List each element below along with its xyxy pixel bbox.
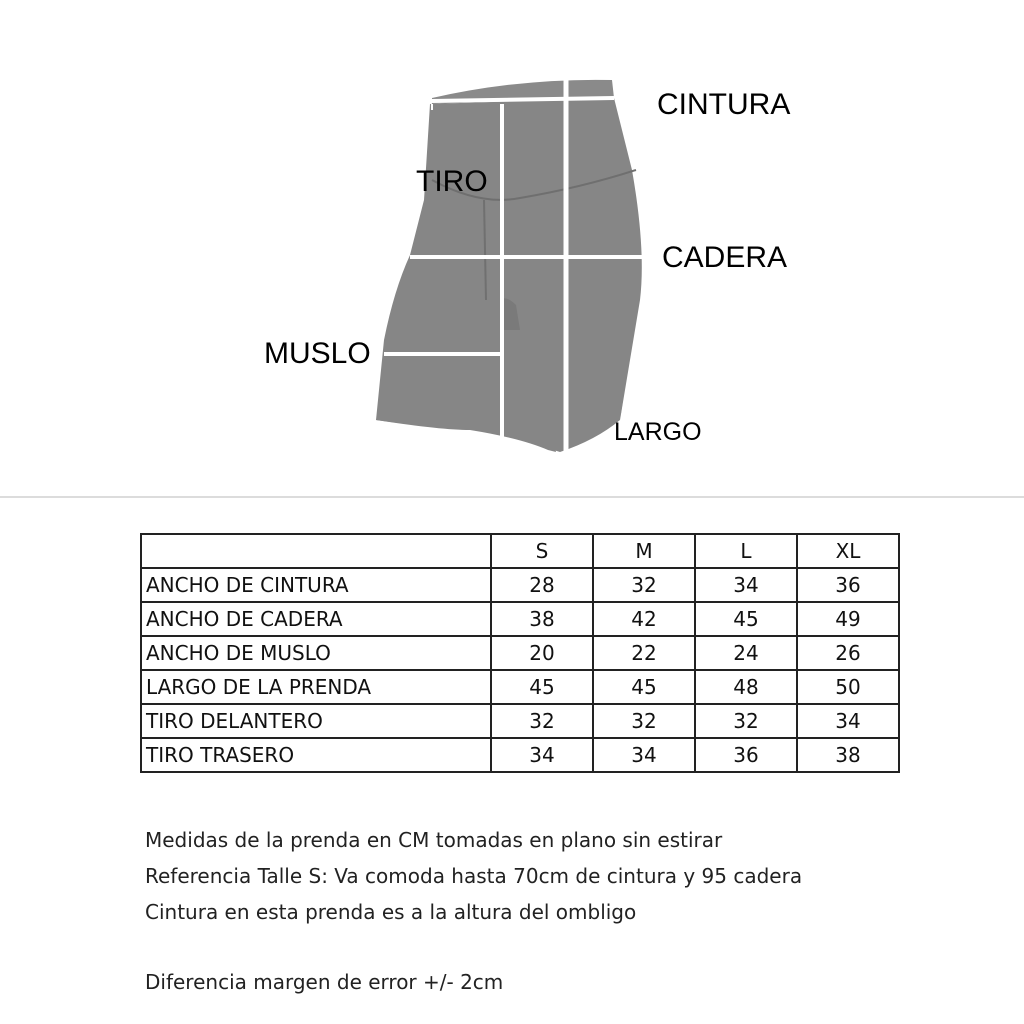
header-size-l: L: [695, 534, 797, 568]
cell-value: 38: [491, 602, 593, 636]
cell-value: 38: [797, 738, 899, 772]
row-label: TIRO DELANTERO: [141, 704, 491, 738]
header-size-m: M: [593, 534, 695, 568]
table-row: [141, 636, 899, 670]
cell-value: 34: [695, 568, 797, 602]
row-label: LARGO DE LA PRENDA: [141, 670, 491, 704]
header-size-s: S: [491, 534, 593, 568]
row-label: TIRO TRASERO: [141, 738, 491, 772]
table-row: [141, 738, 899, 772]
table-row: [141, 602, 899, 636]
garment-diagram: [0, 0, 1024, 470]
header-cell-empty: [141, 534, 491, 568]
table-row: [141, 670, 899, 704]
cell-value: 32: [491, 704, 593, 738]
note-line: Cintura en esta prenda es a la altura del ombligo: [145, 900, 637, 924]
row-label: ANCHO DE CADERA: [141, 602, 491, 636]
size-table: [140, 533, 900, 773]
note-spacer: [145, 930, 802, 964]
label-largo: LARGO: [614, 418, 702, 446]
cell-value: 36: [797, 568, 899, 602]
cell-value: 32: [593, 568, 695, 602]
cell-value: 28: [491, 568, 593, 602]
cell-value: 45: [593, 670, 695, 704]
label-cadera: CADERA: [662, 241, 788, 274]
cell-value: 34: [797, 704, 899, 738]
table-row: [141, 704, 899, 738]
table-row: [141, 568, 899, 602]
cell-value: 34: [593, 738, 695, 772]
cell-value: 26: [797, 636, 899, 670]
label-cintura: CINTURA: [657, 88, 791, 121]
row-label: ANCHO DE MUSLO: [141, 636, 491, 670]
section-divider: [0, 496, 1024, 498]
shorts-silhouette: [376, 98, 642, 452]
cell-value: 32: [695, 704, 797, 738]
cell-value: 32: [593, 704, 695, 738]
cell-value: 22: [593, 636, 695, 670]
table-header-row: [141, 534, 899, 568]
cell-value: 42: [593, 602, 695, 636]
header-size-xl: XL: [797, 534, 899, 568]
cell-value: 49: [797, 602, 899, 636]
measurement-notes: [145, 822, 802, 1000]
shorts-illustration: [0, 0, 1024, 470]
cell-value: 50: [797, 670, 899, 704]
label-muslo: MUSLO: [264, 337, 371, 370]
row-label: ANCHO DE CINTURA: [141, 568, 491, 602]
cell-value: 20: [491, 636, 593, 670]
label-tiro: TIRO: [416, 165, 488, 198]
cell-value: 48: [695, 670, 797, 704]
cell-value: 45: [491, 670, 593, 704]
cell-value: 36: [695, 738, 797, 772]
note-line: Medidas de la prenda en CM tomadas en plano sin estirar: [145, 828, 723, 852]
cell-value: 45: [695, 602, 797, 636]
cell-value: 34: [491, 738, 593, 772]
note-line: Diferencia margen de error +/- 2cm: [145, 970, 504, 994]
note-line: Referencia Talle S: Va comoda hasta 70cm de cintura y 95 cadera: [145, 864, 803, 888]
cell-value: 24: [695, 636, 797, 670]
